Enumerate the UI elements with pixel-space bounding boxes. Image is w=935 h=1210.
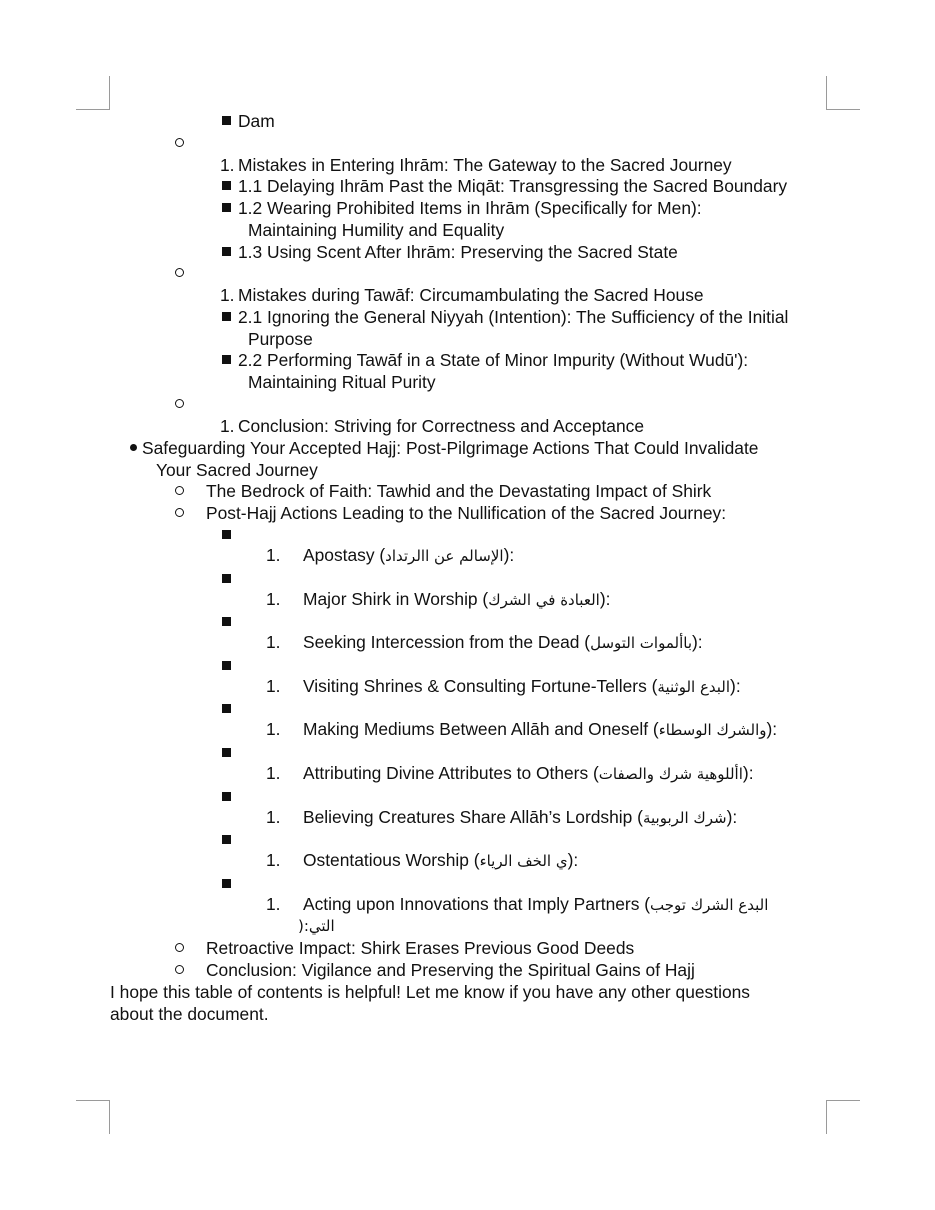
arabic-text: البدع الوثنية xyxy=(657,678,731,696)
square-bullet-icon xyxy=(222,203,231,212)
square-bullet-icon xyxy=(222,116,231,125)
list-number: 1. xyxy=(266,894,281,914)
hollow-bullet-icon xyxy=(175,486,184,495)
list-item-wrap xyxy=(298,915,335,937)
list-item-dam: Dam xyxy=(238,111,275,131)
list-item-tawaf-2-2: 2.2 Performing Tawāf in a State of Minor Impurity (Without Wudū'): xyxy=(238,350,749,370)
list-item-ihram-1-3: 1.3 Using Scent After Ihrām: Preserving the Sacred State xyxy=(238,242,678,262)
list-number: 1. xyxy=(266,589,281,609)
arabic-text: والشرك الوسطاء xyxy=(658,721,767,739)
arabic-text: باألموات التوسل xyxy=(590,634,692,652)
list-item-ihram-1-2: 1.2 Wearing Prohibited Items in Ihrām (Specifically for Men): xyxy=(238,198,702,218)
list-item-action xyxy=(303,631,703,653)
square-bullet-icon xyxy=(222,530,231,539)
action-label-end: ): xyxy=(567,850,579,870)
subsection-retroactive-impact: Retroactive Impact: Shirk Erases Previous Good Deeds xyxy=(206,938,635,958)
action-label: Visiting Shrines & Consulting Fortune-Tellers ( xyxy=(303,676,658,696)
crop-mark-top-left xyxy=(76,76,110,110)
arabic-text: ): xyxy=(298,917,309,935)
list-item-action xyxy=(303,806,737,828)
list-number: 1. xyxy=(220,285,235,305)
subsection-conclusion: Conclusion: Vigilance and Preserving the Spiritual Gains of Hajj xyxy=(206,960,695,980)
square-bullet-icon xyxy=(222,247,231,256)
list-number: 1. xyxy=(266,807,281,827)
arabic-text: البدع الشرك توجب xyxy=(650,896,769,914)
square-bullet-icon xyxy=(222,792,231,801)
list-number: 1. xyxy=(266,763,281,783)
hollow-bullet-icon xyxy=(175,965,184,974)
list-item-tawaf-2-1-cont: Purpose xyxy=(248,329,313,349)
square-bullet-icon xyxy=(222,704,231,713)
arabic-text: األلوهية شرك والصفات xyxy=(598,765,743,783)
action-label-end: ): xyxy=(730,676,741,696)
action-label: Attributing Divine Attributes to Others ( xyxy=(303,763,599,783)
square-bullet-icon xyxy=(222,617,231,626)
action-label: Seeking Intercession from the Dead ( xyxy=(303,632,591,652)
action-label-end: ): xyxy=(766,719,778,739)
list-item-tawaf-2-2-cont: Maintaining Ritual Purity xyxy=(248,372,436,392)
list-number: 1. xyxy=(266,632,281,652)
list-number: 1. xyxy=(220,155,235,175)
square-bullet-icon xyxy=(222,661,231,670)
action-label-end: ): xyxy=(692,632,703,652)
list-item-action xyxy=(303,675,741,697)
list-number: 1. xyxy=(266,719,281,739)
hollow-bullet-icon xyxy=(175,138,184,147)
list-number: 1. xyxy=(266,545,281,565)
list-item-action xyxy=(303,718,777,740)
heading-ihram-mistakes: Mistakes in Entering Ihrām: The Gateway to the Sacred Journey xyxy=(238,155,732,175)
arabic-text: الإسالم عن االرتداد xyxy=(385,547,504,565)
section-title-cont: Your Sacred Journey xyxy=(156,460,318,480)
closing-paragraph: I hope this table of contents is helpful! Let me know if you have any other questions xyxy=(110,982,750,1002)
square-bullet-icon xyxy=(222,181,231,190)
hollow-bullet-icon xyxy=(175,268,184,277)
list-number: 1. xyxy=(266,676,281,696)
square-bullet-icon xyxy=(222,355,231,364)
arabic-text: التي xyxy=(308,917,335,935)
action-label: Making Mediums Between Allāh and Oneself ( xyxy=(303,719,659,739)
disc-bullet-icon xyxy=(130,444,137,451)
arabic-text: العبادة في الشرك xyxy=(488,591,600,609)
action-label: Believing Creatures Share Allāh’s Lordship ( xyxy=(303,807,643,827)
list-item-action xyxy=(303,849,578,871)
action-label: Major Shirk in Worship ( xyxy=(303,589,489,609)
arabic-text: ي الخف الرياء xyxy=(479,852,568,870)
closing-paragraph-cont: about the document. xyxy=(110,1004,269,1024)
subsection-tawhid: The Bedrock of Faith: Tawhid and the Devastating Impact of Shirk xyxy=(206,481,712,501)
square-bullet-icon xyxy=(222,879,231,888)
action-label-end: ): xyxy=(599,589,611,609)
hollow-bullet-icon xyxy=(175,943,184,952)
heading-tawaf-mistakes: Mistakes during Tawāf: Circumambulating the Sacred House xyxy=(238,285,704,305)
crop-mark-bottom-left xyxy=(76,1100,110,1134)
square-bullet-icon xyxy=(222,835,231,844)
crop-mark-top-right xyxy=(826,76,860,110)
action-label-end: ): xyxy=(742,763,754,783)
hollow-bullet-icon xyxy=(175,399,184,408)
square-bullet-icon xyxy=(222,574,231,583)
subsection-post-hajj-actions: Post-Hajj Actions Leading to the Nullification of the Sacred Journey: xyxy=(206,503,727,523)
heading-conclusion: Conclusion: Striving for Correctness and Acceptance xyxy=(238,416,644,436)
crop-mark-bottom-right xyxy=(826,1100,860,1134)
list-number: 1. xyxy=(266,850,281,870)
action-label: Acting upon Innovations that Imply Partners ( xyxy=(303,894,651,914)
list-item-action xyxy=(303,762,754,784)
list-item-action xyxy=(303,588,610,610)
action-label: Apostasy ( xyxy=(303,545,386,565)
list-item-action xyxy=(303,893,768,915)
list-number: 1. xyxy=(220,416,235,436)
list-item-action xyxy=(303,544,514,566)
arabic-text: شرك الربوبية xyxy=(642,809,727,827)
hollow-bullet-icon xyxy=(175,508,184,517)
action-label-end: ): xyxy=(503,545,515,565)
list-item-ihram-1-2-cont: Maintaining Humility and Equality xyxy=(248,220,505,240)
section-title: Safeguarding Your Accepted Hajj: Post-Pilgrimage Actions That Could Invalidate xyxy=(142,438,759,458)
list-item-tawaf-2-1: 2.1 Ignoring the General Niyyah (Intention): The Sufficiency of the Initial xyxy=(238,307,789,327)
action-label-end: ): xyxy=(726,807,738,827)
square-bullet-icon xyxy=(222,748,231,757)
square-bullet-icon xyxy=(222,312,231,321)
list-item-ihram-1-1: 1.1 Delaying Ihrām Past the Miqāt: Transgressing the Sacred Boundary xyxy=(238,176,788,196)
action-label: Ostentatious Worship ( xyxy=(303,850,480,870)
